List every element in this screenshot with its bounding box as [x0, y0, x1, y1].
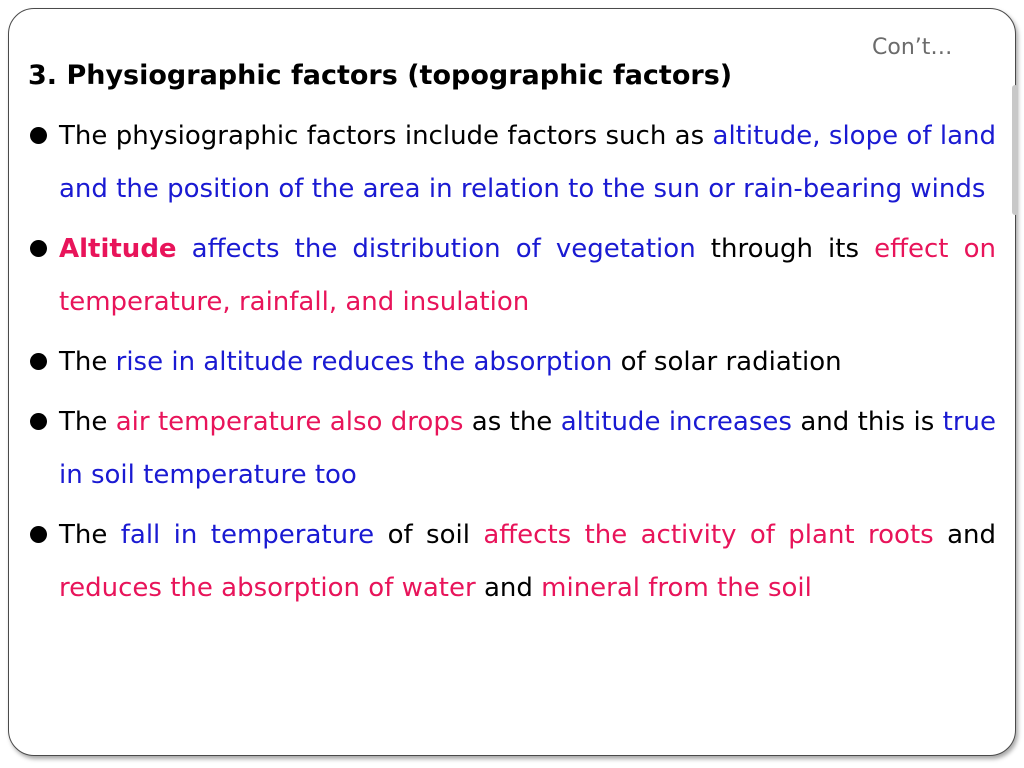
bullet-dot-icon — [30, 526, 47, 543]
text-segment: affects the activity of plant roots — [483, 520, 934, 550]
bullet-item — [30, 509, 996, 615]
text-segment: of solar radiation — [612, 347, 842, 377]
bullet-item — [30, 110, 996, 216]
bullet-dot-icon — [30, 413, 47, 430]
text-segment: The — [59, 407, 116, 437]
text-segment: air temperature also drops — [115, 407, 464, 437]
bullet-text — [59, 234, 996, 317]
continued-label: Con’t… — [872, 35, 953, 60]
text-segment: and — [475, 573, 542, 603]
bullet-list — [30, 110, 996, 615]
text-segment: mineral from the soil — [541, 573, 812, 603]
bullet-item — [30, 223, 996, 329]
bullet-dot-icon — [30, 240, 47, 257]
text-segment: and — [933, 520, 996, 550]
text-segment: of soil — [374, 520, 484, 550]
slide-title: 3. Physiographic factors (topographic factors) — [28, 60, 733, 91]
text-segment: rise in altitude reduces the absorption — [115, 347, 613, 377]
text-segment: altitude increases — [560, 407, 792, 437]
text-segment: reduces the absorption of water — [59, 573, 476, 603]
text-segment: The — [59, 347, 116, 377]
text-segment: The — [59, 520, 121, 550]
text-segment: altitude, slope of land and the position of the area in relation to the sun or rain-bearing winds — [59, 121, 997, 204]
text-segment — [177, 234, 192, 264]
text-segment: effect on temperature, rainfall, and insulation — [59, 234, 996, 317]
text-segment: as the — [463, 407, 561, 437]
text-segment: true in soil temperature too — [59, 407, 996, 490]
bullet-text — [59, 347, 842, 377]
bullet-item — [30, 336, 996, 389]
text-segment: fall in temperature — [120, 520, 375, 550]
bullet-dot-icon — [30, 353, 47, 370]
slide-edge-tab — [1012, 85, 1018, 215]
text-segment: The physiographic factors include factors such as — [59, 121, 713, 151]
bullet-text — [59, 520, 996, 603]
text-segment: affects the distribution of vegetation — [191, 234, 696, 264]
text-segment: and this is — [791, 407, 943, 437]
bullet-text — [59, 407, 996, 490]
bullet-item — [30, 396, 996, 502]
bullet-text — [59, 121, 996, 204]
text-segment: through its — [695, 234, 875, 264]
bullet-dot-icon — [30, 127, 47, 144]
text-segment: Altitude — [59, 234, 177, 264]
